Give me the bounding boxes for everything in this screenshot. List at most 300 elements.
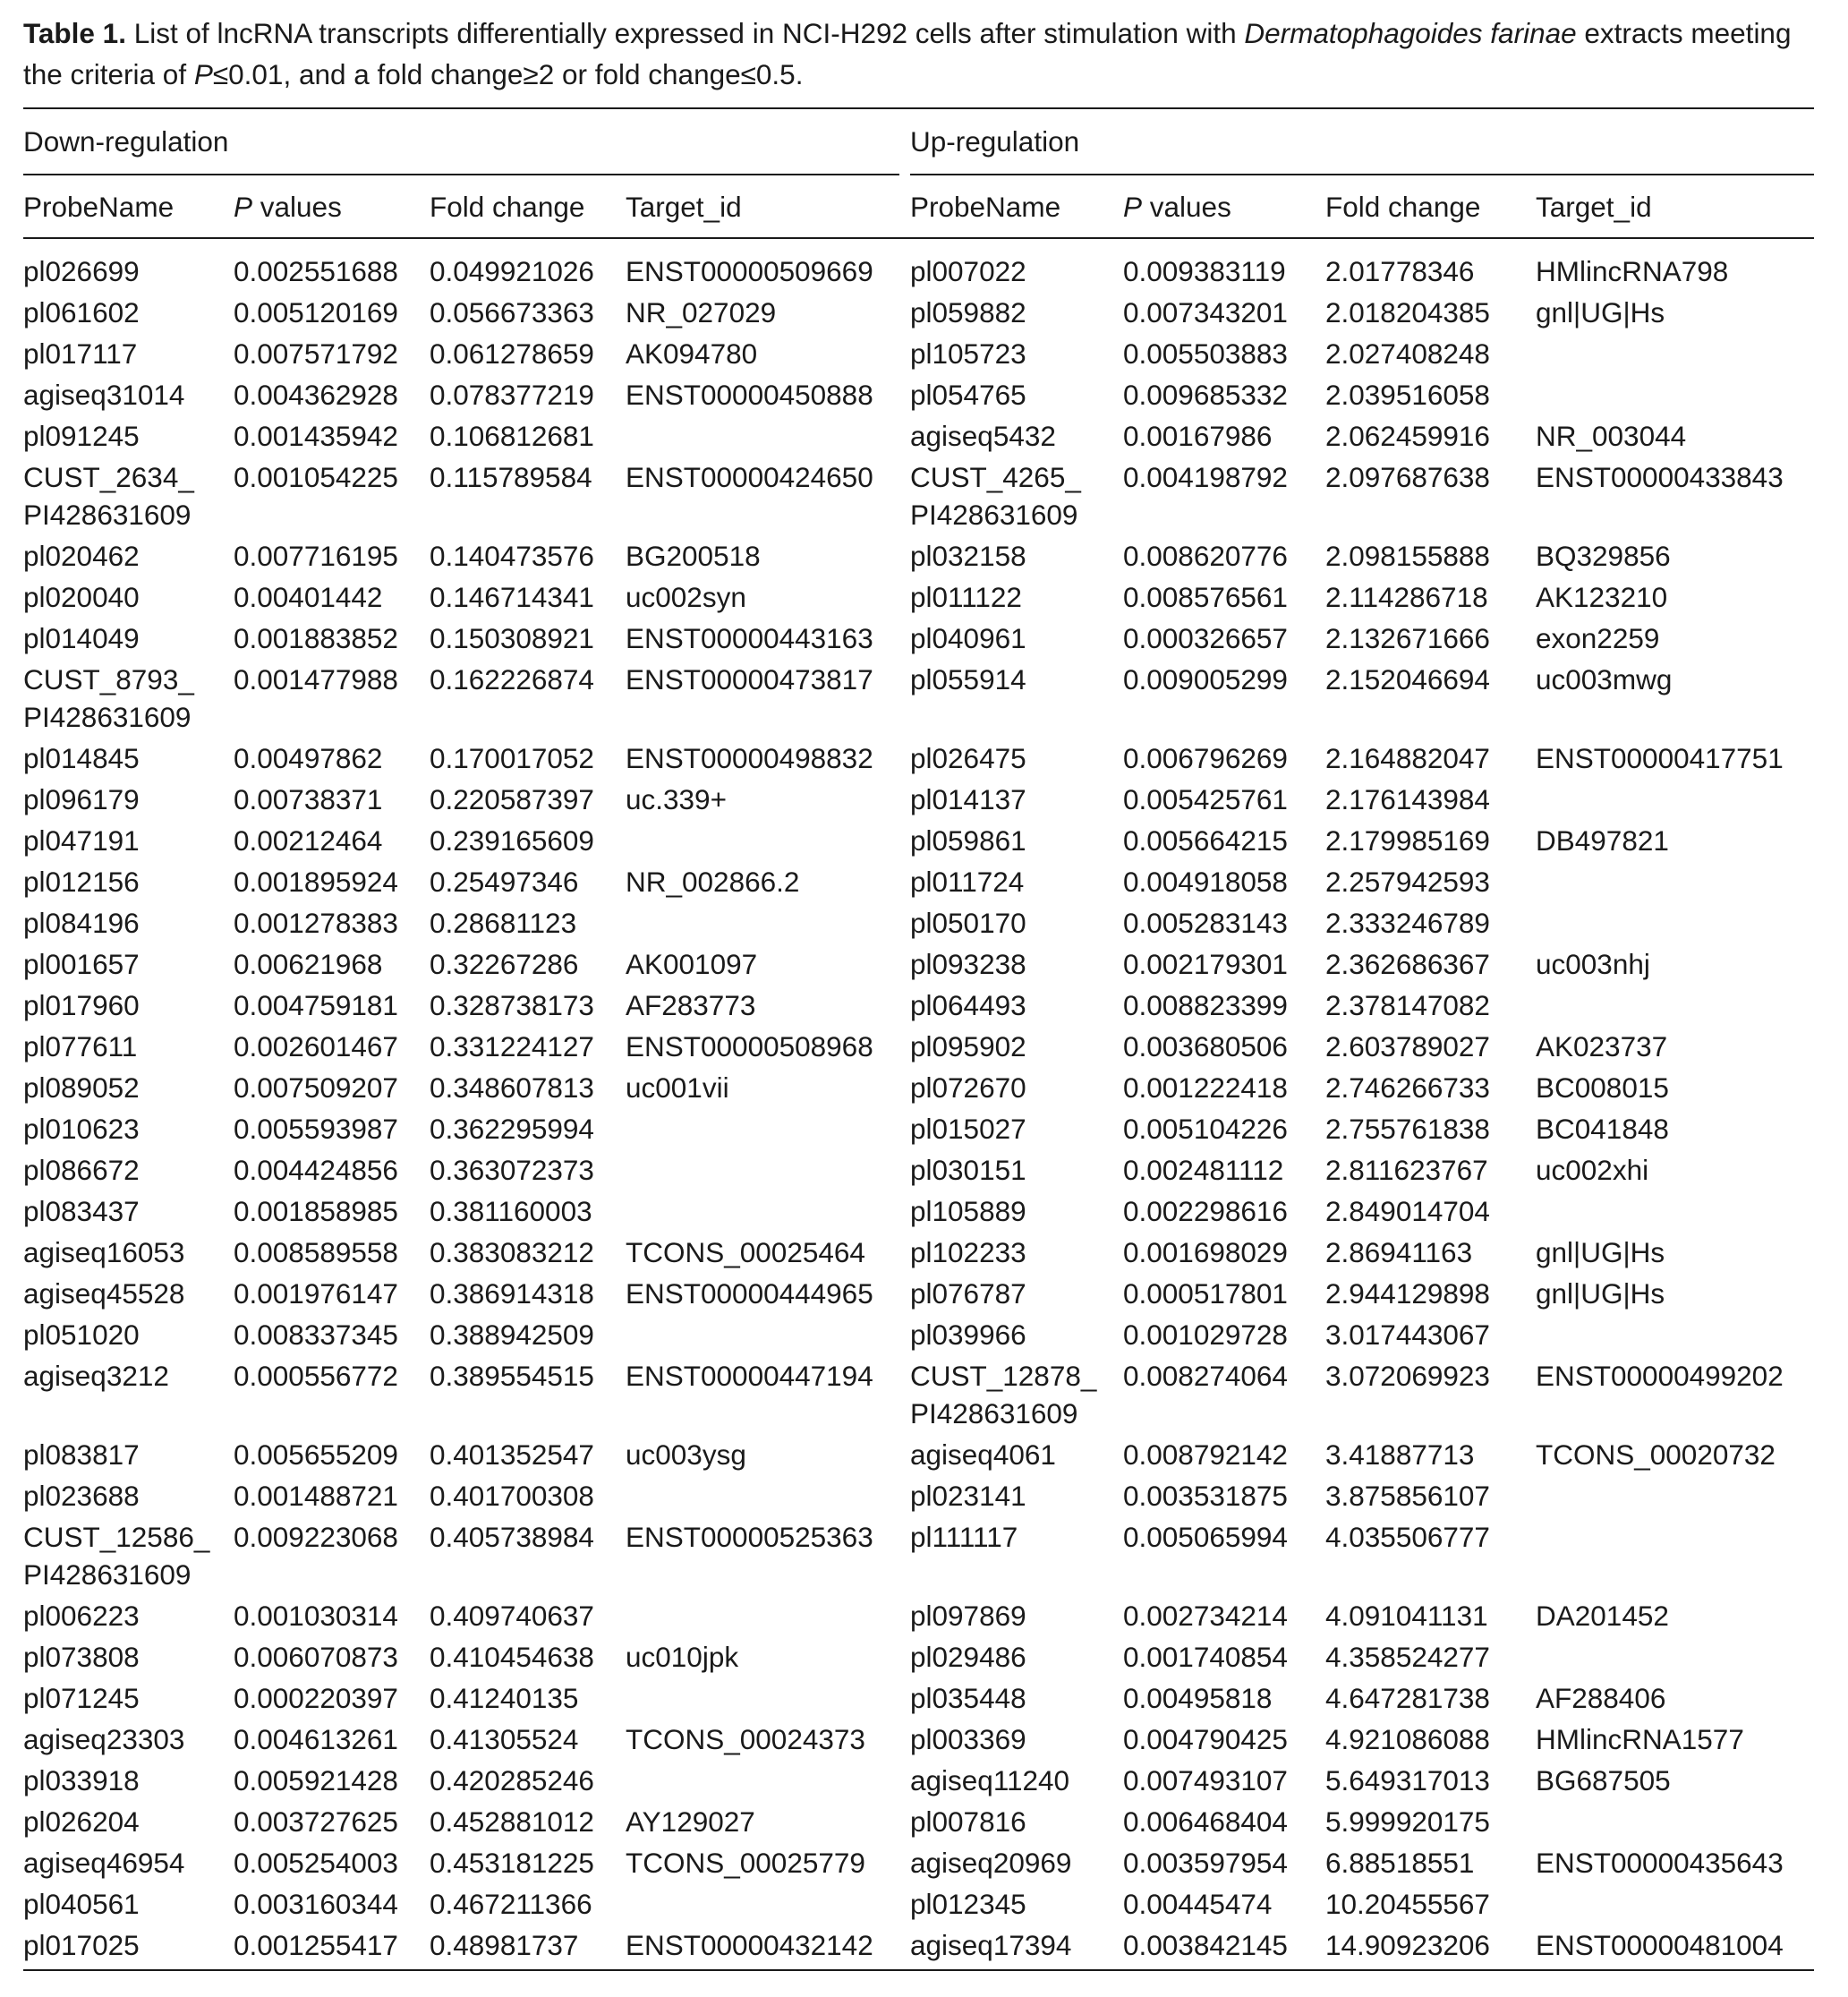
- cell-foldchange-up: 2.746266733: [1325, 1071, 1490, 1104]
- cell-probename-up: pl076787: [910, 1277, 1026, 1310]
- cell-targetid-up: NR_003044: [1536, 420, 1687, 452]
- cell-targetid-up: ENST00000433843: [1536, 461, 1784, 493]
- cell-probename-down: pl073808: [23, 1641, 140, 1673]
- cell-targetid-up: AK123210: [1536, 581, 1668, 613]
- caption-species: Dermatophagoides farinae: [1244, 17, 1577, 49]
- table-top-rule: [23, 107, 1814, 109]
- cell-targetid-down: uc002syn: [626, 581, 746, 613]
- cell-pvalue-up: 0.001698029: [1123, 1236, 1288, 1268]
- cell-probename-up: pl035448: [910, 1682, 1026, 1714]
- cell-probename-down: agiseq45528: [23, 1277, 185, 1310]
- cell-foldchange-up: 2.097687638: [1325, 461, 1490, 493]
- cell-pvalue-up: 0.008274064: [1123, 1360, 1288, 1392]
- cell-foldchange-down: 0.410454638: [430, 1641, 594, 1673]
- cell-targetid-down: AF283773: [626, 989, 756, 1021]
- cell-foldchange-down: 0.056673363: [430, 296, 594, 329]
- cell-pvalue-up: 0.004790425: [1123, 1723, 1288, 1755]
- cell-probename-down: pl026204: [23, 1805, 140, 1838]
- cell-pvalue-down: 0.000556772: [234, 1360, 398, 1392]
- cell-probename-up: CUST_12878_: [910, 1360, 1097, 1392]
- cell-foldchange-up: 2.944129898: [1325, 1277, 1490, 1310]
- cell-pvalue-up: 0.003680506: [1123, 1030, 1288, 1063]
- cell-probename-down: pl017025: [23, 1929, 140, 1961]
- cell-probename-up: pl015027: [910, 1113, 1026, 1145]
- cell-targetid-up: ENST00000417751: [1536, 742, 1784, 774]
- cell-targetid-down: ENST00000509669: [626, 255, 873, 287]
- cell-targetid-down: ENST00000447194: [626, 1360, 873, 1392]
- cell-foldchange-down: 0.348607813: [430, 1071, 594, 1104]
- cell-foldchange-up: 2.603789027: [1325, 1030, 1490, 1063]
- cell-pvalue-down: 0.001976147: [234, 1277, 398, 1310]
- cell-targetid-up: BG687505: [1536, 1764, 1671, 1796]
- cell-targetid-up: uc003nhj: [1536, 948, 1650, 980]
- cell-pvalue-up: 0.003842145: [1123, 1929, 1288, 1961]
- cell-pvalue-down: 0.001030314: [234, 1600, 398, 1632]
- cell-probename-down: PI428631609: [23, 1558, 192, 1591]
- cell-probename-down: pl086672: [23, 1154, 140, 1186]
- cell-foldchange-down: 0.078377219: [430, 379, 594, 411]
- cell-foldchange-down: 0.106812681: [430, 420, 594, 452]
- col-header-probename-down: ProbeName: [23, 191, 175, 223]
- cell-pvalue-down: 0.002601467: [234, 1030, 398, 1063]
- cell-probename-down: pl020040: [23, 581, 140, 613]
- cell-foldchange-up: 10.20455567: [1325, 1888, 1490, 1920]
- cell-pvalue-up: 0.008620776: [1123, 540, 1288, 572]
- cell-foldchange-up: 2.362686367: [1325, 948, 1490, 980]
- cell-pvalue-up: 0.009005299: [1123, 663, 1288, 696]
- cell-foldchange-down: 0.48981737: [430, 1929, 579, 1961]
- cell-targetid-up: uc003mwg: [1536, 663, 1673, 696]
- cell-probename-down: pl091245: [23, 420, 140, 452]
- cell-foldchange-down: 0.405738984: [430, 1521, 594, 1553]
- cell-foldchange-up: 4.091041131: [1325, 1600, 1488, 1632]
- cell-targetid-up: exon2259: [1536, 622, 1660, 654]
- cell-foldchange-down: 0.389554515: [430, 1360, 594, 1392]
- cell-pvalue-down: 0.001435942: [234, 420, 398, 452]
- cell-probename-up: pl026475: [910, 742, 1026, 774]
- cell-probename-down: pl020462: [23, 540, 140, 572]
- cell-foldchange-down: 0.409740637: [430, 1600, 594, 1632]
- cell-probename-down: pl040561: [23, 1888, 140, 1920]
- cell-foldchange-up: 4.647281738: [1325, 1682, 1490, 1714]
- cell-probename-up: pl039966: [910, 1319, 1026, 1351]
- cell-pvalue-up: 0.005664215: [1123, 824, 1288, 857]
- cell-targetid-up: ENST00000499202: [1536, 1360, 1784, 1392]
- cell-foldchange-down: 0.331224127: [430, 1030, 594, 1063]
- cell-targetid-up: BC041848: [1536, 1113, 1669, 1145]
- cell-foldchange-up: 2.333246789: [1325, 907, 1490, 939]
- cell-targetid-up: gnl|UG|Hs: [1536, 296, 1665, 329]
- cell-pvalue-up: 0.004198792: [1123, 461, 1288, 493]
- cell-pvalue-down: 0.005593987: [234, 1113, 398, 1145]
- cell-foldchange-down: 0.362295994: [430, 1113, 594, 1145]
- cell-probename-down: pl014845: [23, 742, 140, 774]
- cell-targetid-up: BQ329856: [1536, 540, 1671, 572]
- cell-probename-up: pl059882: [910, 296, 1026, 329]
- cell-targetid-down: AY129027: [626, 1805, 755, 1838]
- cell-probename-up: pl095902: [910, 1030, 1026, 1063]
- cell-foldchange-down: 0.115789584: [430, 461, 592, 493]
- cell-probename-down: pl061602: [23, 296, 140, 329]
- caption-text-a: List of lncRNA transcripts differentially expressed in NCI-H292 cells after stimulation with: [125, 17, 1245, 49]
- cell-pvalue-up: 0.003531875: [1123, 1480, 1288, 1512]
- cell-targetid-up: gnl|UG|Hs: [1536, 1277, 1665, 1310]
- cell-pvalue-down: 0.001883852: [234, 622, 398, 654]
- col-header-p-rest: values: [1142, 191, 1231, 223]
- cell-pvalue-up: 0.000517801: [1123, 1277, 1288, 1310]
- cell-probename-down: pl017960: [23, 989, 140, 1021]
- col-header-targetid-up: Target_id: [1536, 191, 1652, 223]
- cell-probename-up: pl030151: [910, 1154, 1026, 1186]
- col-header-pvalues-down: [234, 188, 342, 226]
- cell-pvalue-up: 0.00495818: [1123, 1682, 1273, 1714]
- caption-text-c: ≤0.01, and a fold change≥2 or fold change≤0.5.: [212, 58, 804, 90]
- cell-foldchange-up: 5.649317013: [1325, 1764, 1490, 1796]
- cell-probename-down: pl083817: [23, 1438, 140, 1471]
- cell-targetid-down: ENST00000498832: [626, 742, 873, 774]
- cell-foldchange-up: 14.90923206: [1325, 1929, 1490, 1961]
- cell-targetid-down: ENST00000432142: [626, 1929, 873, 1961]
- cell-pvalue-down: 0.004613261: [234, 1723, 398, 1755]
- cell-probename-down: CUST_8793_: [23, 663, 194, 696]
- cell-foldchange-up: 2.176143984: [1325, 783, 1490, 815]
- cell-pvalue-up: 0.009685332: [1123, 379, 1288, 411]
- cell-foldchange-down: 0.383083212: [430, 1236, 594, 1268]
- cell-probename-up: CUST_4265_: [910, 461, 1081, 493]
- cell-probename-up: agiseq20969: [910, 1847, 1072, 1879]
- group-rule-down: [23, 174, 899, 175]
- cell-targetid-up: HMlincRNA1577: [1536, 1723, 1744, 1755]
- cell-probename-down: PI428631609: [23, 499, 192, 531]
- cell-targetid-up: gnl|UG|Hs: [1536, 1236, 1665, 1268]
- cell-pvalue-down: 0.004424856: [234, 1154, 398, 1186]
- cell-pvalue-up: 0.006796269: [1123, 742, 1288, 774]
- cell-foldchange-down: 0.170017052: [430, 742, 594, 774]
- cell-probename-up: pl023141: [910, 1480, 1026, 1512]
- cell-pvalue-down: 0.001858985: [234, 1195, 398, 1227]
- cell-pvalue-up: 0.008576561: [1123, 581, 1288, 613]
- cell-targetid-down: ENST00000473817: [626, 663, 873, 696]
- cell-foldchange-down: 0.453181225: [430, 1847, 594, 1879]
- cell-foldchange-up: 2.164882047: [1325, 742, 1490, 774]
- cell-foldchange-down: 0.381160003: [430, 1195, 592, 1227]
- cell-probename-down: pl096179: [23, 783, 140, 815]
- cell-probename-down: CUST_2634_: [23, 461, 194, 493]
- cell-pvalue-down: 0.008589558: [234, 1236, 398, 1268]
- cell-pvalue-up: 0.000326657: [1123, 622, 1288, 654]
- cell-probename-up: pl093238: [910, 948, 1026, 980]
- cell-pvalue-up: 0.005425761: [1123, 783, 1288, 815]
- col-header-p-italic: P: [234, 191, 253, 223]
- cell-foldchange-up: 4.358524277: [1325, 1641, 1490, 1673]
- cell-foldchange-up: 3.41887713: [1325, 1438, 1475, 1471]
- cell-probename-up: PI428631609: [910, 1397, 1078, 1429]
- cell-foldchange-up: 2.152046694: [1325, 663, 1490, 696]
- cell-foldchange-up: 2.018204385: [1325, 296, 1490, 329]
- cell-pvalue-down: 0.008337345: [234, 1319, 398, 1351]
- cell-pvalue-up: 0.001222418: [1123, 1071, 1288, 1104]
- cell-probename-down: pl017117: [23, 337, 138, 370]
- cell-pvalue-up: 0.002298616: [1123, 1195, 1288, 1227]
- cell-pvalue-up: 0.005104226: [1123, 1113, 1288, 1145]
- cell-pvalue-up: 0.002481112: [1123, 1154, 1284, 1186]
- cell-probename-up: pl032158: [910, 540, 1026, 572]
- cell-pvalue-down: 0.009223068: [234, 1521, 398, 1553]
- cell-foldchange-down: 0.25497346: [430, 866, 579, 898]
- cell-probename-down: agiseq16053: [23, 1236, 185, 1268]
- cell-probename-down: pl033918: [23, 1764, 140, 1796]
- cell-foldchange-up: 4.035506777: [1325, 1521, 1490, 1553]
- cell-probename-down: pl010623: [23, 1113, 140, 1145]
- cell-targetid-down: uc010jpk: [626, 1641, 739, 1673]
- cell-foldchange-up: 4.921086088: [1325, 1723, 1490, 1755]
- cell-probename-up: pl011724: [910, 866, 1025, 898]
- cell-foldchange-up: 5.999920175: [1325, 1805, 1490, 1838]
- column-header-row: [0, 188, 1848, 227]
- cell-pvalue-up: 0.008823399: [1123, 989, 1288, 1021]
- cell-targetid-down: AK001097: [626, 948, 758, 980]
- cell-foldchange-up: 3.017443067: [1325, 1319, 1490, 1351]
- cell-targetid-up: BC008015: [1536, 1071, 1669, 1104]
- cell-probename-down: pl001657: [23, 948, 140, 980]
- cell-pvalue-up: 0.001029728: [1123, 1319, 1288, 1351]
- cell-pvalue-down: 0.00497862: [234, 742, 383, 774]
- cell-foldchange-up: 2.039516058: [1325, 379, 1490, 411]
- cell-targetid-down: ENST00000508968: [626, 1030, 873, 1063]
- cell-targetid-down: ENST00000525363: [626, 1521, 873, 1553]
- cell-foldchange-up: 2.378147082: [1325, 989, 1490, 1021]
- cell-foldchange-down: 0.049921026: [430, 255, 594, 287]
- cell-targetid-up: AK023737: [1536, 1030, 1668, 1063]
- cell-foldchange-down: 0.328738173: [430, 989, 594, 1021]
- cell-targetid-down: TCONS_00024373: [626, 1723, 865, 1755]
- cell-probename-down: pl006223: [23, 1600, 140, 1632]
- cell-targetid-down: BG200518: [626, 540, 761, 572]
- cell-probename-down: agiseq3212: [23, 1360, 169, 1392]
- cell-pvalue-down: 0.005655209: [234, 1438, 398, 1471]
- cell-foldchange-down: 0.061278659: [430, 337, 594, 370]
- caption-text-b: extracts meeting the criteria of: [23, 17, 1792, 90]
- cell-targetid-up: uc002xhi: [1536, 1154, 1649, 1186]
- cell-pvalue-down: 0.001477988: [234, 663, 398, 696]
- cell-targetid-up: ENST00000435643: [1536, 1847, 1784, 1879]
- cell-pvalue-up: 0.007343201: [1123, 296, 1288, 329]
- cell-targetid-down: ENST00000444965: [626, 1277, 873, 1310]
- cell-foldchange-up: 2.027408248: [1325, 337, 1490, 370]
- cell-pvalue-down: 0.001895924: [234, 866, 398, 898]
- cell-probename-down: pl071245: [23, 1682, 140, 1714]
- cell-pvalue-up: 0.004918058: [1123, 866, 1288, 898]
- cell-pvalue-down: 0.001488721: [234, 1480, 398, 1512]
- cell-foldchange-up: 2.179985169: [1325, 824, 1490, 857]
- cell-pvalue-up: 0.007493107: [1123, 1764, 1288, 1796]
- cell-foldchange-down: 0.162226874: [430, 663, 594, 696]
- cell-foldchange-down: 0.28681123: [430, 907, 577, 939]
- cell-foldchange-down: 0.401352547: [430, 1438, 594, 1471]
- cell-foldchange-up: 2.849014704: [1325, 1195, 1490, 1227]
- col-header-p-italic: P: [1123, 191, 1143, 223]
- cell-targetid-down: TCONS_00025779: [626, 1847, 865, 1879]
- cell-pvalue-up: 0.002734214: [1123, 1600, 1288, 1632]
- cell-pvalue-down: 0.005120169: [234, 296, 398, 329]
- cell-pvalue-up: 0.00445474: [1123, 1888, 1273, 1920]
- group-header-up: Up-regulation: [910, 125, 1080, 158]
- cell-targetid-down: ENST00000443163: [626, 622, 873, 654]
- cell-foldchange-down: 0.467211366: [430, 1888, 592, 1920]
- col-header-p-rest: values: [252, 191, 342, 223]
- cell-pvalue-down: 0.007571792: [234, 337, 398, 370]
- cell-foldchange-up: 2.811623767: [1325, 1154, 1488, 1186]
- table-label: Table 1.: [23, 17, 126, 49]
- cell-probename-up: pl102233: [910, 1236, 1026, 1268]
- cell-targetid-up: DA201452: [1536, 1600, 1669, 1632]
- cell-probename-up: pl007816: [910, 1805, 1026, 1838]
- col-header-pvalues-up: [1123, 188, 1231, 226]
- cell-targetid-up: ENST00000481004: [1536, 1929, 1784, 1961]
- cell-foldchange-down: 0.363072373: [430, 1154, 594, 1186]
- cell-pvalue-up: 0.00167986: [1123, 420, 1273, 452]
- cell-probename-down: pl026699: [23, 255, 140, 287]
- cell-probename-up: agiseq17394: [910, 1929, 1072, 1961]
- col-header-foldchange-up: Fold change: [1325, 191, 1481, 223]
- cell-pvalue-down: 0.001255417: [234, 1929, 398, 1961]
- cell-probename-up: pl097869: [910, 1600, 1026, 1632]
- cell-foldchange-up: 6.88518551: [1325, 1847, 1475, 1879]
- cell-pvalue-down: 0.002551688: [234, 255, 398, 287]
- cell-pvalue-up: 0.002179301: [1123, 948, 1288, 980]
- cell-foldchange-down: 0.146714341: [430, 581, 594, 613]
- cell-probename-up: pl055914: [910, 663, 1026, 696]
- cell-pvalue-up: 0.005065994: [1123, 1521, 1288, 1553]
- cell-probename-down: pl089052: [23, 1071, 140, 1104]
- cell-probename-up: pl059861: [910, 824, 1026, 857]
- cell-targetid-down: uc.339+: [626, 783, 727, 815]
- cell-targetid-down: uc001vii: [626, 1071, 729, 1104]
- cell-probename-up: pl014137: [910, 783, 1026, 815]
- cell-pvalue-down: 0.007716195: [234, 540, 398, 572]
- cell-probename-down: agiseq31014: [23, 379, 185, 411]
- cell-probename-up: agiseq11240: [910, 1764, 1070, 1796]
- cell-targetid-down: uc003ysg: [626, 1438, 746, 1471]
- cell-targetid-down: TCONS_00025464: [626, 1236, 865, 1268]
- cell-foldchange-down: 0.386914318: [430, 1277, 594, 1310]
- cell-targetid-down: AK094780: [626, 337, 758, 370]
- cell-probename-up: pl054765: [910, 379, 1026, 411]
- cell-foldchange-up: 2.062459916: [1325, 420, 1490, 452]
- cell-pvalue-down: 0.005921428: [234, 1764, 398, 1796]
- cell-probename-down: pl012156: [23, 866, 140, 898]
- cell-foldchange-up: 3.875856107: [1325, 1480, 1490, 1512]
- cell-pvalue-up: 0.001740854: [1123, 1641, 1288, 1673]
- table-bottom-rule: [23, 1969, 1814, 1971]
- cell-probename-down: pl014049: [23, 622, 140, 654]
- cell-probename-up: pl040961: [910, 622, 1026, 654]
- cell-foldchange-up: 2.132671666: [1325, 622, 1490, 654]
- table-caption: [23, 13, 1813, 95]
- cell-foldchange-down: 0.140473576: [430, 540, 594, 572]
- col-header-targetid-down: Target_id: [626, 191, 742, 223]
- cell-probename-down: pl077611: [23, 1030, 138, 1063]
- cell-foldchange-down: 0.41240135: [430, 1682, 579, 1714]
- cell-foldchange-down: 0.32267286: [430, 948, 579, 980]
- cell-pvalue-down: 0.006070873: [234, 1641, 398, 1673]
- cell-foldchange-down: 0.220587397: [430, 783, 594, 815]
- cell-pvalue-down: 0.00401442: [234, 581, 383, 613]
- cell-foldchange-up: 2.114286718: [1325, 581, 1488, 613]
- cell-pvalue-down: 0.003727625: [234, 1805, 398, 1838]
- cell-probename-down: agiseq23303: [23, 1723, 185, 1755]
- cell-targetid-down: ENST00000424650: [626, 461, 873, 493]
- cell-foldchange-down: 0.150308921: [430, 622, 594, 654]
- cell-pvalue-down: 0.00212464: [234, 824, 383, 857]
- cell-targetid-up: AF288406: [1536, 1682, 1666, 1714]
- cell-pvalue-down: 0.00738371: [234, 783, 383, 815]
- cell-targetid-up: HMlincRNA798: [1536, 255, 1729, 287]
- cell-probename-up: pl050170: [910, 907, 1026, 939]
- cell-pvalue-down: 0.00621968: [234, 948, 383, 980]
- cell-foldchange-down: 0.452881012: [430, 1805, 594, 1838]
- cell-probename-down: CUST_12586_: [23, 1521, 210, 1553]
- cell-pvalue-up: 0.006468404: [1123, 1805, 1288, 1838]
- cell-probename-down: pl084196: [23, 907, 140, 939]
- cell-probename-up: pl012345: [910, 1888, 1026, 1920]
- cell-probename-up: PI428631609: [910, 499, 1078, 531]
- cell-pvalue-up: 0.009383119: [1123, 255, 1286, 287]
- cell-foldchange-up: 2.098155888: [1325, 540, 1490, 572]
- cell-foldchange-up: 2.257942593: [1325, 866, 1490, 898]
- cell-probename-up: pl003369: [910, 1723, 1026, 1755]
- cell-foldchange-down: 0.401700308: [430, 1480, 594, 1512]
- group-header-down: Down-regulation: [23, 125, 229, 158]
- cell-foldchange-up: 2.86941163: [1325, 1236, 1473, 1268]
- cell-foldchange-down: 0.388942509: [430, 1319, 594, 1351]
- cell-probename-up: pl072670: [910, 1071, 1026, 1104]
- cell-pvalue-up: 0.005283143: [1123, 907, 1288, 939]
- cell-pvalue-up: 0.005503883: [1123, 337, 1288, 370]
- caption-p-symbol: P: [193, 58, 213, 90]
- cell-probename-up: pl007022: [910, 255, 1026, 287]
- col-header-probename-up: ProbeName: [910, 191, 1061, 223]
- cell-probename-down: pl047191: [23, 824, 140, 857]
- cell-probename-up: pl064493: [910, 989, 1026, 1021]
- col-header-foldchange-down: Fold change: [430, 191, 585, 223]
- cell-probename-down: pl023688: [23, 1480, 140, 1512]
- cell-targetid-down: NR_002866.2: [626, 866, 800, 898]
- cell-probename-up: pl105889: [910, 1195, 1026, 1227]
- cell-probename-up: pl029486: [910, 1641, 1026, 1673]
- cell-probename-up: pl105723: [910, 337, 1026, 370]
- header-rule: [23, 237, 1814, 239]
- cell-foldchange-up: 3.072069923: [1325, 1360, 1490, 1392]
- cell-foldchange-up: 2.01778346: [1325, 255, 1475, 287]
- cell-pvalue-down: 0.000220397: [234, 1682, 398, 1714]
- cell-pvalue-up: 0.008792142: [1123, 1438, 1288, 1471]
- cell-pvalue-down: 0.005254003: [234, 1847, 398, 1879]
- cell-pvalue-down: 0.003160344: [234, 1888, 398, 1920]
- cell-targetid-down: NR_027029: [626, 296, 777, 329]
- cell-probename-down: pl051020: [23, 1319, 140, 1351]
- cell-targetid-up: TCONS_00020732: [1536, 1438, 1776, 1471]
- cell-pvalue-down: 0.001278383: [234, 907, 398, 939]
- cell-foldchange-down: 0.420285246: [430, 1764, 594, 1796]
- cell-pvalue-up: 0.003597954: [1123, 1847, 1288, 1879]
- cell-pvalue-down: 0.004759181: [234, 989, 398, 1021]
- cell-pvalue-down: 0.001054225: [234, 461, 398, 493]
- cell-foldchange-down: 0.41305524: [430, 1723, 579, 1755]
- cell-probename-up: pl011122: [910, 581, 1022, 613]
- cell-probename-up: agiseq5432: [910, 420, 1056, 452]
- cell-foldchange-up: 2.755761838: [1325, 1113, 1490, 1145]
